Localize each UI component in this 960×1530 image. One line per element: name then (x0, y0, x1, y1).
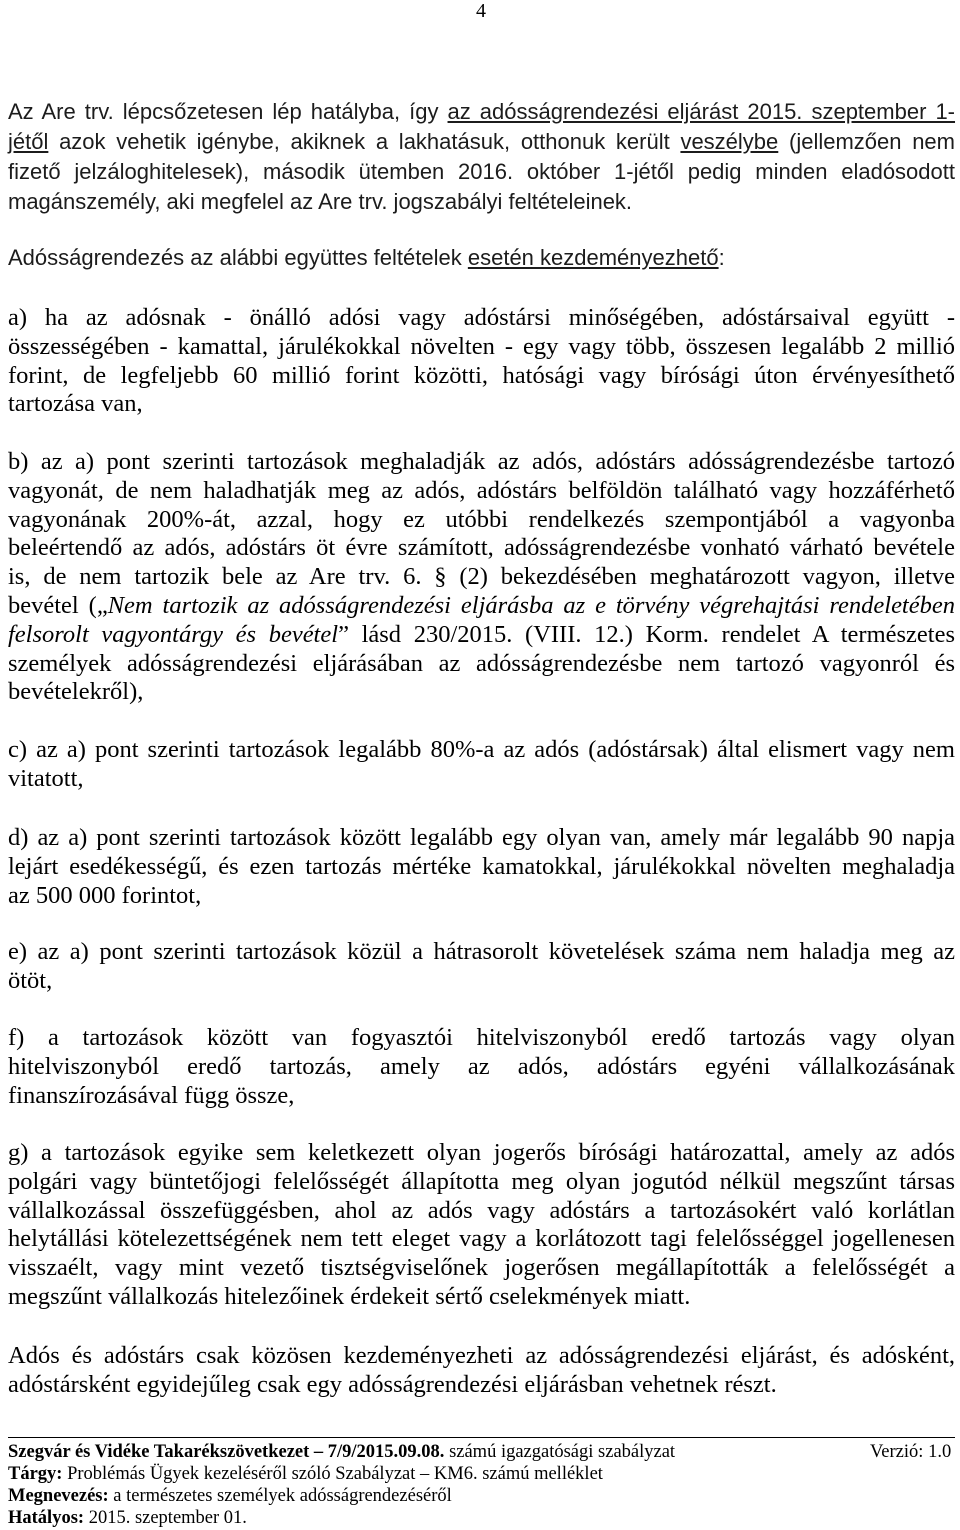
footer-issuer-row (8, 1441, 955, 1463)
text-run: adóstársként egyidejűleg csak egy adósságrendezési eljárásban vehetnek részt. (8, 1370, 777, 1398)
text-line (8, 244, 955, 272)
text-line (8, 853, 955, 882)
text-run: összességében - kamattal, járulékokkal növelten - egy vagy több, összesen legalább 2 millió (8, 332, 955, 360)
text-line (8, 1342, 955, 1371)
footer-effective-label: Hatályos: (8, 1508, 85, 1528)
footer-divider (8, 1437, 955, 1438)
italic-text: felsorolt vagyontárgy és bevétel (8, 620, 339, 648)
footer-issuer-rest: számú igazgatósági szabályzat (449, 1442, 676, 1462)
text-line (8, 506, 955, 535)
text-run: vállalkozással összefüggésben, ahol az adós vagy adóstárs a tartozásokért való korlátlan (8, 1196, 955, 1224)
text-run: fizető jelzáloghitelesek), második ütemben 2016. október 1-jétől pedig minden eladósodott (8, 159, 955, 184)
text-line (8, 390, 955, 419)
text-line (8, 127, 955, 157)
text-line (8, 678, 955, 707)
text-run: bevételekről), (8, 678, 144, 706)
footer-name-label: Megnevezés: (8, 1486, 109, 1506)
text-run: Az Are trv. lépcsőzetesen lép hatályba, így (8, 99, 448, 124)
condition-g-paragraph (8, 1139, 955, 1312)
text-line (8, 1197, 955, 1226)
text-run: : (718, 245, 725, 270)
underlined-text: jétől (8, 129, 49, 154)
text-run: d) az a) pont szerinti tartozások között legalább egy olyan van, amely már legalább 90 napja (8, 824, 955, 851)
condition-c-paragraph (8, 736, 955, 794)
text-run: forint, de legfeljebb 60 millió forint közötti, hatósági vagy bírósági úton érvényesíthető (8, 361, 955, 389)
text-line (8, 592, 955, 621)
footer-version (870, 1441, 951, 1463)
text-line (8, 938, 955, 967)
footer-version-label: Verzió: (870, 1442, 924, 1462)
footer-name-value: a természetes személyek adósságrendezéséről (113, 1486, 452, 1506)
footer-subject-row (8, 1463, 955, 1485)
text-line (8, 1053, 955, 1082)
page-footer (8, 1441, 955, 1529)
text-run: is, de nem tartozik bele az Are trv. 6. § (2) bekezdésében meghatározott vagyon, illetve (8, 563, 955, 591)
text-line (8, 448, 955, 477)
text-run: f) a tartozások között van fogyasztói hitelviszonyból eredő tartozás vagy olyan (8, 1024, 955, 1051)
footer-version-value: 1.0 (928, 1442, 952, 1462)
underlined-text: veszélybe (680, 129, 779, 154)
text-line (8, 362, 955, 391)
text-run: vagyonának 200%-át, azzal, hogy ez utóbbi rendelkezés szempontjából a vagyonba (8, 505, 955, 533)
text-line (8, 477, 955, 506)
text-line (8, 563, 955, 592)
text-run: hitelviszonyból eredő tartozás, amely az adós, adóstárs egyéni vállalkozásának (8, 1052, 955, 1080)
footer-issuer-bold: Szegvár és Vidéke Takarékszövetkezet – 7/9/2015.09.08. (8, 1442, 445, 1462)
text-line (8, 1082, 955, 1111)
text-run: megszűnt vállalkozás hitelezőinek érdekeit sértő cselekmények miatt. (8, 1282, 691, 1310)
text-run: finanszírozásával függ össze, (8, 1081, 295, 1109)
footer-effective-value: 2015. szeptember 01. (88, 1508, 247, 1528)
text-run: polgári vagy büntetőjogi felelősségét állapította meg olyan jogutód nélkül megszűnt társas (8, 1167, 955, 1195)
text-line (8, 1225, 955, 1254)
text-run: beleértendő az adós, adóstárs öt évre számított, adósságrendezésbe vonható várható bevétele (8, 534, 955, 562)
text-run: ” lásd 230/2015. (VIII. 12.) Korm. rendelet A természetes (338, 620, 955, 648)
text-line (8, 187, 955, 217)
footer-subject-label: Tárgy: (8, 1464, 63, 1484)
intro-paragraph (8, 97, 955, 217)
text-line (8, 304, 955, 333)
text-line (8, 650, 955, 679)
text-run: ötöt, (8, 966, 53, 994)
text-line (8, 534, 955, 563)
footer-effective-row (8, 1507, 955, 1529)
text-line (8, 1254, 955, 1283)
text-line (8, 1139, 955, 1168)
text-line (8, 967, 955, 996)
text-run: c) az a) pont szerinti tartozások legalább 80%-a az adós (adóstársak) által elismert vagy nem (8, 736, 955, 763)
footer-name-row (8, 1485, 955, 1507)
text-line (8, 157, 955, 187)
text-line (8, 882, 955, 911)
text-run: visszaélt, vagy mint vezető tisztségviselőnek jogerősen megállapították a felelősségét a (8, 1254, 955, 1282)
text-run: tartozása van, (8, 390, 143, 418)
text-line (8, 97, 955, 127)
text-run: vitatott, (8, 764, 84, 792)
text-run: b) az a) pont szerinti tartozások meghaladják az adós, adóstárs adósságrendezésbe tartozó (8, 448, 955, 475)
text-run: azok vehetik igénybe, akiknek a lakhatásuk, otthonuk került (48, 129, 681, 154)
condition-a-paragraph (8, 304, 955, 419)
text-run: (jellemzően nem (778, 129, 955, 154)
underlined-text: esetén kezdeményezhető (467, 245, 719, 270)
text-line (8, 1283, 955, 1312)
footer-subject-value: Problémás Ügyek kezeléséről szóló Szabályzat – KM6. számú melléklet (67, 1464, 603, 1484)
underlined-text: az adósságrendezési eljárást 2015. szeptember 1- (447, 99, 956, 124)
text-run: magánszemély, aki megfelel az Are trv. jogszabályi feltételeinek. (8, 189, 633, 214)
condition-b-paragraph (8, 448, 955, 707)
text-run: Adósságrendezés az alábbi együttes feltételek (8, 245, 468, 270)
text-line (8, 1168, 955, 1197)
text-line (8, 824, 955, 853)
text-run: g) a tartozások egyike sem keletkezett olyan jogerős bírósági határozattal, amely az adós (8, 1139, 955, 1166)
text-run: személyek adósságrendezési eljárásában az adósságrendezésbe nem tartozó vagyonról és (8, 649, 955, 677)
text-line (8, 1024, 955, 1053)
text-run: e) az a) pont szerinti tartozások közül a hátrasorolt követelések száma nem haladja meg az (8, 938, 955, 965)
text-run: bevétel („ (8, 591, 108, 619)
text-run: Adós és adóstárs csak közösen kezdeményezheti az adósságrendezési eljárást, és adósként, (8, 1342, 955, 1369)
italic-text: Nem tartozik az adósságrendezési eljárásba az e törvény végrehajtási rendeletében (107, 591, 955, 619)
closing-paragraph (8, 1342, 955, 1400)
text-run: az 500 000 forintot, (8, 881, 202, 909)
conditions-lead-paragraph (8, 244, 955, 272)
text-line (8, 765, 955, 794)
text-line (8, 1371, 955, 1400)
text-run: vagyonát, de nem haladhatják meg az adós, adóstárs belföldön található vagy hozzáférhető (8, 476, 955, 504)
text-line (8, 621, 955, 650)
text-line (8, 333, 955, 362)
condition-e-paragraph (8, 938, 955, 996)
text-run: lejárt esedékességű, és ezen tartozás mértéke kamatokkal, járulékokkal növelten meghaladja (8, 852, 955, 880)
condition-d-paragraph (8, 824, 955, 910)
text-run: a) ha az adósnak - önálló adósi vagy adóstársi minőségében, adóstársaival együtt - (8, 304, 955, 331)
text-run: helytállási kötelezettségének nem tett eleget vagy a korlátozott tagi felelősséggel jogellenesen (8, 1225, 955, 1253)
text-line (8, 736, 955, 765)
condition-f-paragraph (8, 1024, 955, 1110)
page-number: 4 (476, 0, 486, 22)
